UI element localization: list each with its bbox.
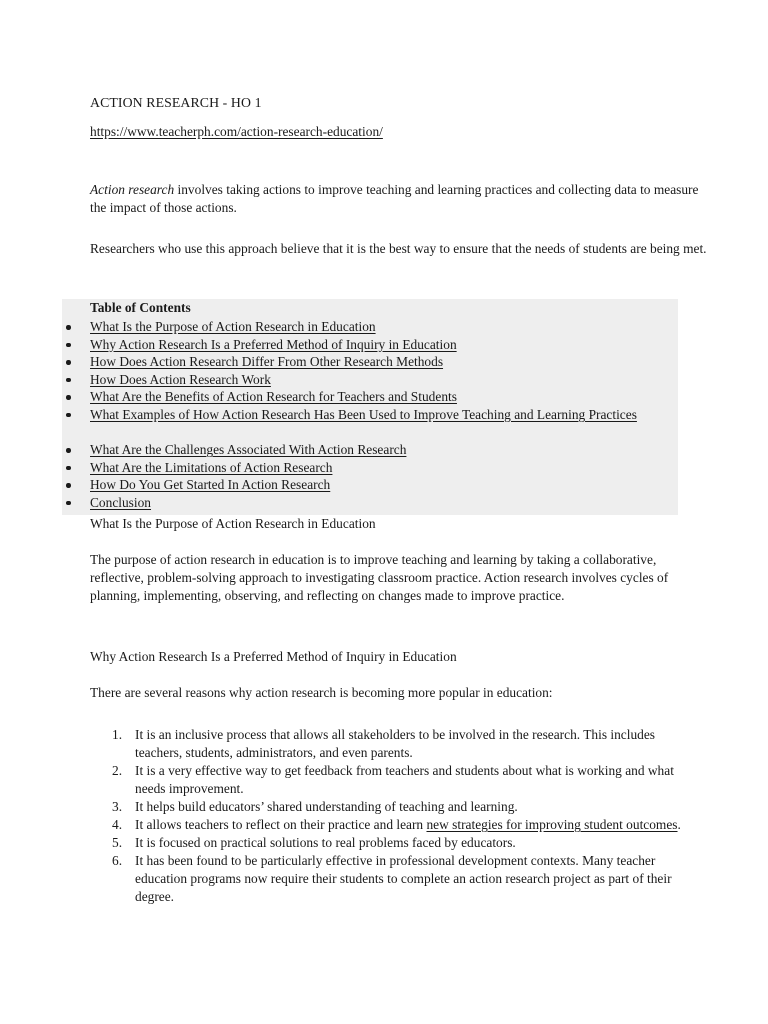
toc-item <box>62 494 678 512</box>
list-item <box>108 816 688 834</box>
toc-list <box>62 318 678 512</box>
intro-term: Action research <box>90 182 175 197</box>
reasons-list <box>108 726 688 906</box>
toc-item <box>62 441 678 459</box>
bullet-icon <box>66 483 71 488</box>
bullet-icon <box>66 448 71 453</box>
toc-heading: Table of Contents <box>90 300 191 315</box>
list-item <box>108 726 688 762</box>
list-number: 1. <box>112 727 123 742</box>
toc-link[interactable]: What Are the Limitations of Action Research <box>90 459 333 475</box>
bullet-icon <box>66 501 71 506</box>
list-item <box>108 852 688 906</box>
list-item <box>108 762 688 798</box>
researchers-paragraph: Researchers who use this approach believe that it is the best way to ensure that the needs of students are being met. <box>90 241 707 256</box>
toc-item <box>62 388 678 406</box>
toc-link[interactable]: What Examples of How Action Research Has Been Used to Improve Teaching and Learning Practices <box>90 406 637 422</box>
source-url-link[interactable]: https://www.teacherph.com/action-research-education/ <box>90 124 383 139</box>
toc-link[interactable]: How Does Action Research Differ From Other Research Methods <box>90 354 444 370</box>
list-number: 4. <box>112 817 123 832</box>
bullet-icon <box>66 343 71 348</box>
toc-link[interactable]: Why Action Research Is a Preferred Method of Inquiry in Education <box>90 336 457 352</box>
list-text: It is focused on practical solutions to real problems faced by educators. <box>135 835 516 850</box>
list-number: 6. <box>112 853 123 868</box>
toc-link[interactable]: What Are the Benefits of Action Research for Teachers and Students <box>90 389 457 405</box>
bullet-icon <box>66 360 71 365</box>
toc-item <box>62 406 678 441</box>
purpose-paragraph: The purpose of action research in education is to improve teaching and learning by taking a collaborative, reflective, problem-solving approach to investigating classroom practice. Action research involves cycles of planning, implementing, observing, and reflecting on changes made to improve practice. <box>90 552 669 603</box>
bullet-icon <box>66 325 71 330</box>
toc-link[interactable]: Conclusion <box>90 494 152 510</box>
bullet-icon <box>66 466 71 471</box>
list-text: It has been found to be particularly effective in professional development contexts. Many teacher education programs now require their students to complete an action research project as part of their degree. <box>135 853 672 904</box>
list-text-end: . <box>677 817 681 832</box>
toc-item <box>62 459 678 477</box>
toc-item <box>62 371 678 389</box>
section-heading-purpose: What Is the Purpose of Action Research in Education <box>90 516 376 531</box>
list-text: It is an inclusive process that allows all stakeholders to be involved in the research. This includes teachers, students, administrators, and even parents. <box>135 727 655 760</box>
list-number: 2. <box>112 763 123 778</box>
reasons-intro: There are several reasons why action research is becoming more popular in education: <box>90 685 553 700</box>
section-heading-why: Why Action Research Is a Preferred Method of Inquiry in Education <box>90 649 457 664</box>
intro-paragraph <box>90 181 710 217</box>
intro-text: involves taking actions to improve teaching and learning practices and collecting data to measure the impact of those actions. <box>90 182 699 215</box>
list-item <box>108 798 688 816</box>
table-of-contents <box>62 299 678 515</box>
list-text: It is a very effective way to get feedback from teachers and students about what is working and what needs improvement. <box>135 763 674 796</box>
list-number: 5. <box>112 835 123 850</box>
list-number: 3. <box>112 799 123 814</box>
bullet-icon <box>66 395 71 400</box>
toc-item <box>62 476 678 494</box>
toc-link[interactable]: How Does Action Research Work <box>90 371 271 387</box>
strategies-link[interactable]: new strategies for improving student outcomes <box>426 817 678 832</box>
bullet-icon <box>66 378 71 383</box>
bullet-icon <box>66 413 71 418</box>
list-text: It helps build educators’ shared understanding of teaching and learning. <box>135 799 518 814</box>
toc-link[interactable]: What Is the Purpose of Action Research in Education <box>90 319 376 334</box>
toc-item <box>62 318 678 336</box>
toc-link[interactable]: What Are the Challenges Associated With Action Research <box>90 442 407 458</box>
toc-item <box>62 353 678 371</box>
document-title: ACTION RESEARCH - HO 1 <box>90 95 262 110</box>
toc-link[interactable]: How Do You Get Started In Action Research <box>90 477 331 493</box>
list-item <box>108 834 688 852</box>
list-text: It allows teachers to reflect on their practice and learn <box>135 817 427 832</box>
toc-item <box>62 336 678 354</box>
